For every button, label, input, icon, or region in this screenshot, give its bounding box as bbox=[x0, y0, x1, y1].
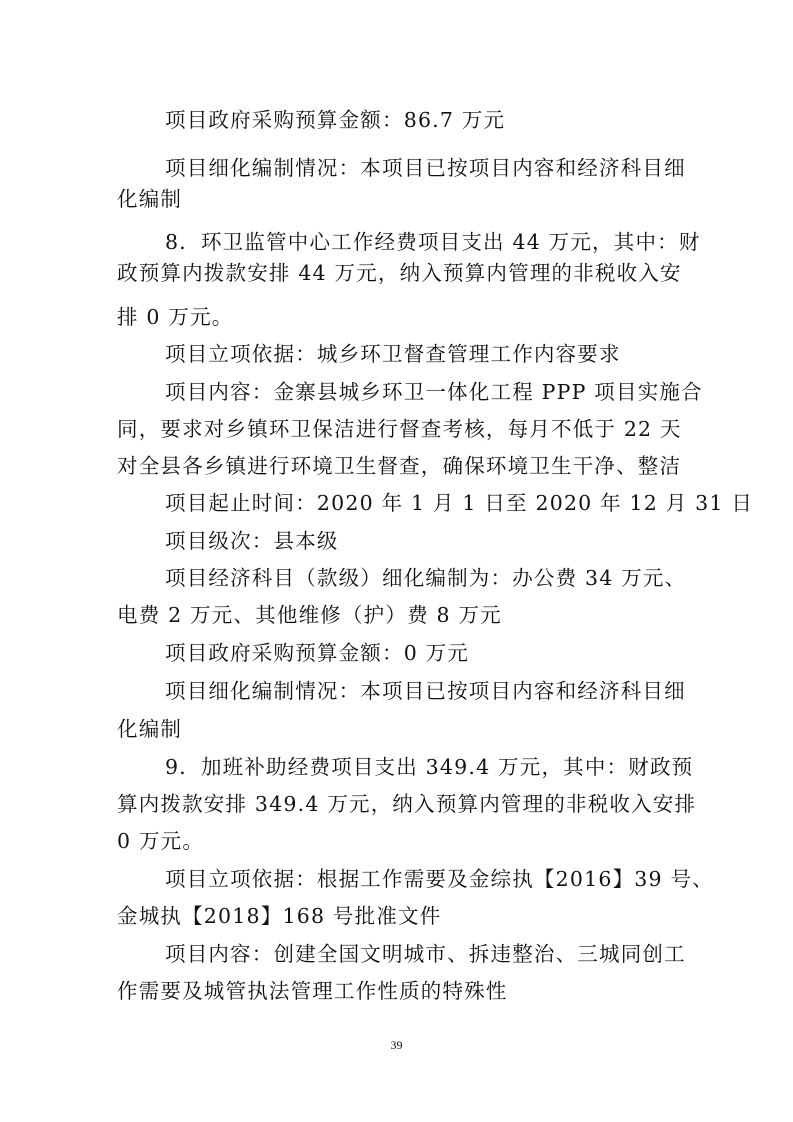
page-number: 39 bbox=[390, 1038, 403, 1052]
paragraph-line: 项目级次：县本级 bbox=[165, 529, 339, 553]
paragraph-line: 对全县各乡镇进行环境卫生督查，确保环境卫生干净、整洁 bbox=[117, 454, 682, 478]
paragraph-line: 排 0 万元。 bbox=[117, 305, 234, 329]
paragraph-line: 金城执【2018】168 号批准文件 bbox=[117, 904, 442, 928]
paragraph-line: 同，要求对乡镇环卫保洁进行督查考核，每月不低于 22 天 bbox=[117, 417, 682, 441]
paragraph-line: 算内拨款安排 349.4 万元，纳入预算内管理的非税收入安排 bbox=[117, 792, 697, 816]
paragraph-line: 项目细化编制情况：本项目已按项目内容和经济科目细 bbox=[165, 156, 686, 180]
paragraph-line: 作需要及城管执法管理工作性质的特殊性 bbox=[117, 979, 508, 1003]
paragraph-line: 电费 2 万元、其他维修（护）费 8 万元 bbox=[117, 603, 502, 627]
paragraph-line: 项目政府采购预算金额：86.7 万元 bbox=[165, 108, 506, 132]
paragraph-line: 项目政府采购预算金额：0 万元 bbox=[165, 641, 470, 665]
paragraph-line: 化编制 bbox=[117, 717, 183, 741]
paragraph-line: 8．环卫监管中心工作经费项目支出 44 万元，其中：财 bbox=[165, 230, 701, 254]
paragraph-line: 项目内容：创建全国文明城市、拆违整治、三城同创工 bbox=[165, 942, 686, 966]
paragraph-line: 0 万元。 bbox=[117, 829, 205, 853]
paragraph-line: 项目经济科目（款级）细化编制为：办公费 34 万元、 bbox=[165, 566, 687, 590]
paragraph-line: 项目起止时间：2020 年 1 月 1 日至 2020 年 12 月 31 日 bbox=[165, 491, 754, 515]
paragraph-line: 政预算内拨款安排 44 万元，纳入预算内管理的非税收入安 bbox=[117, 261, 682, 285]
paragraph-line: 化编制 bbox=[117, 187, 183, 211]
paragraph-line: 项目立项依据：根据工作需要及金综执【2016】39 号、 bbox=[165, 867, 714, 891]
paragraph-line: 项目立项依据：城乡环卫督查管理工作内容要求 bbox=[165, 342, 621, 366]
paragraph-line: 项目细化编制情况：本项目已按项目内容和经济科目细 bbox=[165, 679, 686, 703]
paragraph-line: 9．加班补助经费项目支出 349.4 万元，其中：财政预 bbox=[165, 755, 694, 779]
paragraph-line: 项目内容：金寨县城乡环卫一体化工程 PPP 项目实施合 bbox=[165, 380, 703, 404]
